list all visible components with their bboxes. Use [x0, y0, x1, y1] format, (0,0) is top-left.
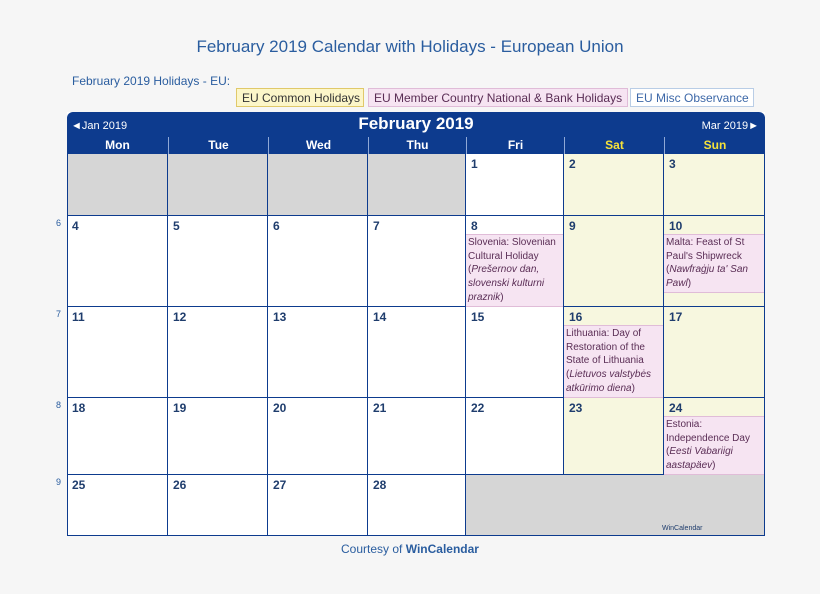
- footer-prefix: Courtesy of: [341, 542, 406, 556]
- day-cell-14[interactable]: [368, 307, 466, 398]
- weekday-header-row: [67, 136, 765, 154]
- day-number: 22: [471, 401, 485, 415]
- day-number: 1: [471, 157, 478, 171]
- calendar: [67, 112, 765, 536]
- empty-day-cell: [268, 154, 368, 216]
- day-number: 17: [669, 310, 683, 324]
- day-number: 11: [72, 310, 85, 324]
- day-cell-23[interactable]: [564, 398, 664, 475]
- day-number: 9: [569, 219, 576, 233]
- wincalendar-link[interactable]: WinCalendar: [405, 542, 479, 556]
- day-cell-2[interactable]: [564, 154, 664, 216]
- empty-trailing-cells: [466, 475, 765, 536]
- weekday-sat: Sat: [564, 136, 664, 154]
- next-month-link[interactable]: Mar 2019►: [701, 120, 759, 132]
- empty-day-cell: [67, 154, 168, 216]
- month-title: February 2019: [358, 114, 474, 133]
- wincalendar-watermark: WinCalendar: [662, 525, 703, 532]
- day-cell-24[interactable]: [664, 398, 765, 475]
- day-number: 26: [173, 478, 187, 492]
- day-number: 13: [273, 310, 287, 324]
- day-cell-20[interactable]: [268, 398, 368, 475]
- day-number: 14: [373, 310, 387, 324]
- holiday-local-name: Prešernov dan, slovenski kulturni praznik: [468, 264, 545, 303]
- page-title: February 2019 Calendar with Holidays - European Union: [196, 37, 624, 56]
- weekday-wed: Wed: [268, 136, 368, 154]
- day-cell-13[interactable]: [268, 307, 368, 398]
- holiday-name: Estonia: Independence Day: [666, 419, 750, 444]
- weekday-fri: Fri: [466, 136, 564, 154]
- holiday-slovenia[interactable]: Slovenia: Slovenian Cultural Holiday (Prešernov dan, slovenski kulturni praznik): [466, 234, 563, 307]
- day-cell-4[interactable]: [67, 216, 168, 307]
- day-number: 8: [471, 219, 478, 233]
- day-number: 7: [373, 219, 380, 233]
- prev-month-link[interactable]: ◄Jan 2019: [71, 120, 128, 132]
- day-cell-11[interactable]: [67, 307, 168, 398]
- day-number: 27: [273, 478, 287, 492]
- day-cell-17[interactable]: [664, 307, 765, 398]
- weekday-mon: Mon: [105, 138, 130, 152]
- calendar-header: [67, 112, 765, 136]
- day-number: 28: [373, 478, 387, 492]
- day-cell-22[interactable]: [466, 398, 564, 475]
- day-number: 18: [72, 401, 86, 415]
- legend-misc-observance[interactable]: EU Misc Observance: [630, 88, 754, 107]
- day-cell-3[interactable]: [664, 154, 765, 216]
- day-cell-25[interactable]: [67, 475, 168, 536]
- day-cell-18[interactable]: [67, 398, 168, 475]
- day-number: 24: [669, 401, 683, 415]
- weekday-tue: Tue: [168, 136, 268, 154]
- day-number: 2: [569, 157, 576, 171]
- day-cell-8[interactable]: [466, 216, 564, 307]
- holiday-estonia[interactable]: Estonia: Independence Day (Eesti Vabariigi aastapäev): [664, 416, 764, 475]
- day-cell-16[interactable]: [564, 307, 664, 398]
- holidays-subtitle: February 2019 Holidays - EU:: [72, 74, 231, 88]
- day-number: 3: [669, 157, 676, 171]
- day-number: 25: [72, 478, 86, 492]
- empty-day-cell: [168, 154, 268, 216]
- day-number: 4: [72, 219, 79, 233]
- day-cell-21[interactable]: [368, 398, 466, 475]
- day-cell-28[interactable]: [368, 475, 466, 536]
- holiday-malta[interactable]: Malta: Feast of St Paul's Shipwreck (Nawfraġju ta' San Pawl): [664, 234, 764, 293]
- day-cell-26[interactable]: [168, 475, 268, 536]
- legend-eu-common[interactable]: EU Common Holidays: [236, 88, 364, 107]
- holiday-name: Lithuania: Day of Restoration of the State of Lithuania: [566, 328, 645, 367]
- legend-member-holidays[interactable]: EU Member Country National & Bank Holidays: [368, 88, 628, 107]
- day-cell-7[interactable]: [368, 216, 466, 307]
- holiday-lithuania[interactable]: Lithuania: Day of Restoration of the State of Lithuania (Lietuvos valstybės atkūrimo diena): [564, 325, 663, 398]
- day-cell-5[interactable]: [168, 216, 268, 307]
- day-cell-27[interactable]: [268, 475, 368, 536]
- holiday-name: Slovenia: Slovenian Cultural Holiday: [468, 237, 556, 262]
- holiday-local-name: Nawfraġju ta' San Pawl: [666, 264, 748, 290]
- day-cell-1[interactable]: [466, 154, 564, 216]
- day-number: 23: [569, 401, 583, 415]
- day-cell-15[interactable]: [466, 307, 564, 398]
- day-number: 16: [569, 310, 583, 324]
- day-cell-19[interactable]: [168, 398, 268, 475]
- holiday-name: Malta: Feast of St Paul's Shipwreck: [666, 237, 745, 262]
- footer-credit: [0, 542, 820, 556]
- weekday-thu: Thu: [368, 136, 466, 154]
- day-number: 12: [173, 310, 187, 324]
- week-number-8: 8: [56, 400, 62, 410]
- day-number: 19: [173, 401, 187, 415]
- empty-day-cell: [368, 154, 466, 216]
- day-cell-6[interactable]: [268, 216, 368, 307]
- holiday-local-name: Eesti Vabariigi aastapäev: [666, 446, 733, 472]
- week-number-6: 6: [56, 218, 62, 228]
- holiday-local-name: Lietuvos valstybės atkūrimo diena: [566, 369, 652, 394]
- day-cell-9[interactable]: [564, 216, 664, 307]
- week-number-7: 7: [56, 309, 62, 319]
- day-number: 15: [471, 310, 485, 324]
- day-number: 6: [273, 219, 280, 233]
- weekday-sun: Sun: [664, 136, 765, 154]
- week-number-9: 9: [56, 477, 62, 487]
- day-number: 21: [373, 401, 387, 415]
- day-cell-12[interactable]: [168, 307, 268, 398]
- day-number: 20: [273, 401, 287, 415]
- day-number: 10: [669, 219, 683, 233]
- day-cell-10[interactable]: [664, 216, 765, 307]
- day-number: 5: [173, 219, 180, 233]
